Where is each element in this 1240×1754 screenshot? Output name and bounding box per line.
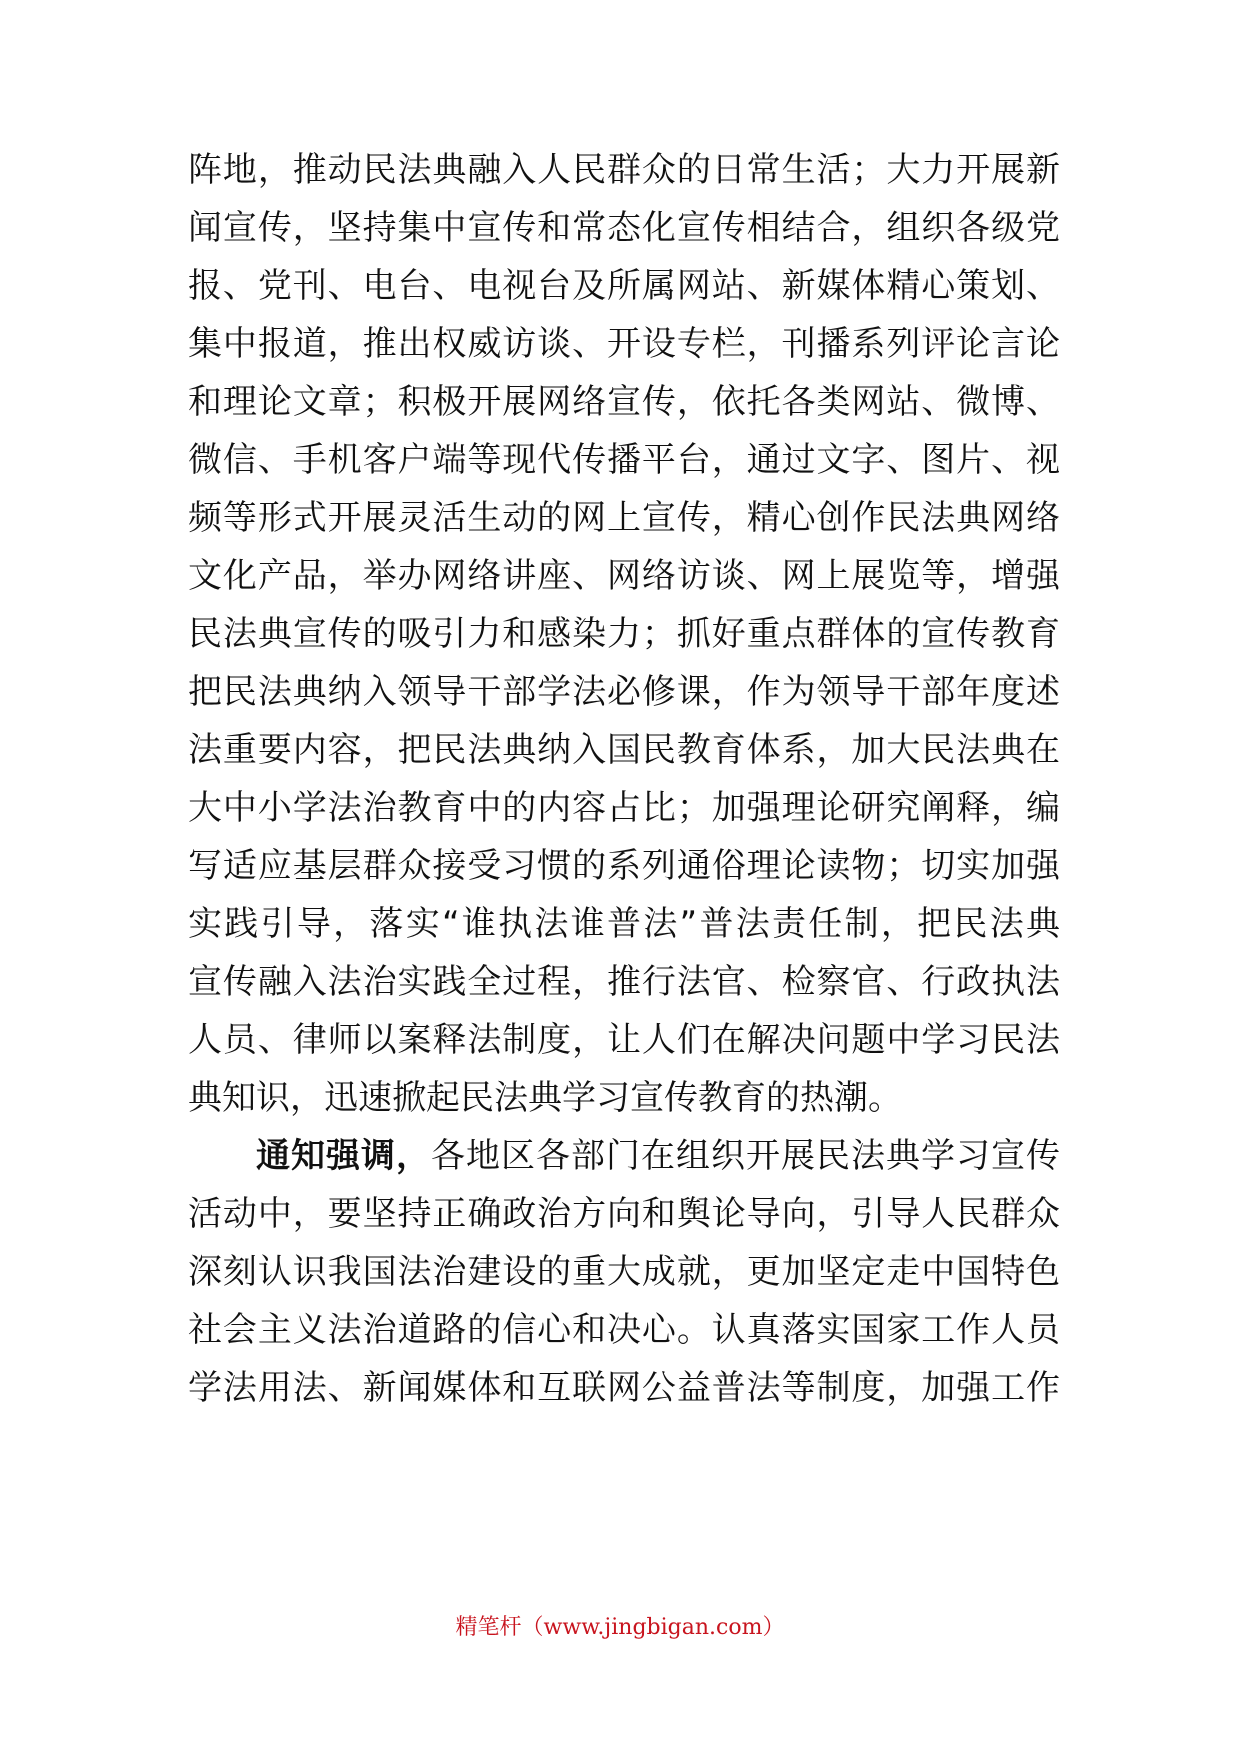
text-line: 大中小学法治教育中的内容占比；加强理论研究阐释，编	[188, 788, 1060, 828]
text-line: 和理论文章；积极开展网络宣传，依托各类网站、微博、	[188, 382, 1060, 422]
text-line: 频等形式开展灵活生动的网上宣传，精心创作民法典网络	[188, 498, 1060, 538]
footer-watermark: 精笔杆（www.jingbigan.com）	[455, 1615, 785, 1640]
text-line: 微信、手机客户端等现代传播平台，通过文字、图片、视	[188, 440, 1060, 480]
paragraph-first-line-text: 各地区各部门在组织开展民法典学习宣传	[431, 1136, 1060, 1176]
text-line: 文化产品，举办网络讲座、网络访谈、网上展览等，增强	[188, 556, 1060, 596]
text-line: 活动中，要坚持正确政治方向和舆论导向，引导人民群众	[188, 1194, 1060, 1234]
text-line: 写适应基层群众接受习惯的系列通俗理论读物；切实加强	[188, 846, 1060, 886]
paragraph-lead-bold: 通知强调，	[256, 1136, 431, 1176]
paragraph-first-line	[256, 1124, 1060, 1188]
text-line: 闻宣传，坚持集中宣传和常态化宣传相结合，组织各级党	[188, 208, 1060, 248]
text-line: 报、党刊、电台、电视台及所属网站、新媒体精心策划、	[188, 266, 1060, 306]
text-line: 学法用法、新闻媒体和互联网公益普法等制度，加强工作	[188, 1368, 1060, 1408]
text-line: 人员、律师以案释法制度，让人们在解决问题中学习民法	[188, 1020, 1060, 1060]
text-line: 社会主义法治道路的信心和决心。认真落实国家工作人员	[188, 1310, 1060, 1350]
text-line: 阵地，推动民法典融入人民群众的日常生活；大力开展新	[188, 150, 1060, 190]
text-line: 典知识，迅速掀起民法典学习宣传教育的热潮。	[188, 1078, 902, 1118]
text-line: 宣传融入法治实践全过程，推行法官、检察官、行政执法	[188, 962, 1060, 1002]
text-line: 民法典宣传的吸引力和感染力；抓好重点群体的宣传教育	[188, 614, 1060, 654]
text-line: 把民法典纳入领导干部学法必修课，作为领导干部年度述	[188, 672, 1060, 712]
text-line: 实践引导，落实“谁执法谁普法”普法责任制，把民法典	[188, 904, 1060, 944]
text-line: 法重要内容，把民法典纳入国民教育体系，加大民法典在	[188, 730, 1060, 770]
text-line: 深刻认识我国法治建设的重大成就，更加坚定走中国特色	[188, 1252, 1060, 1292]
text-line: 集中报道，推出权威访谈、开设专栏，刊播系列评论言论	[188, 324, 1060, 364]
